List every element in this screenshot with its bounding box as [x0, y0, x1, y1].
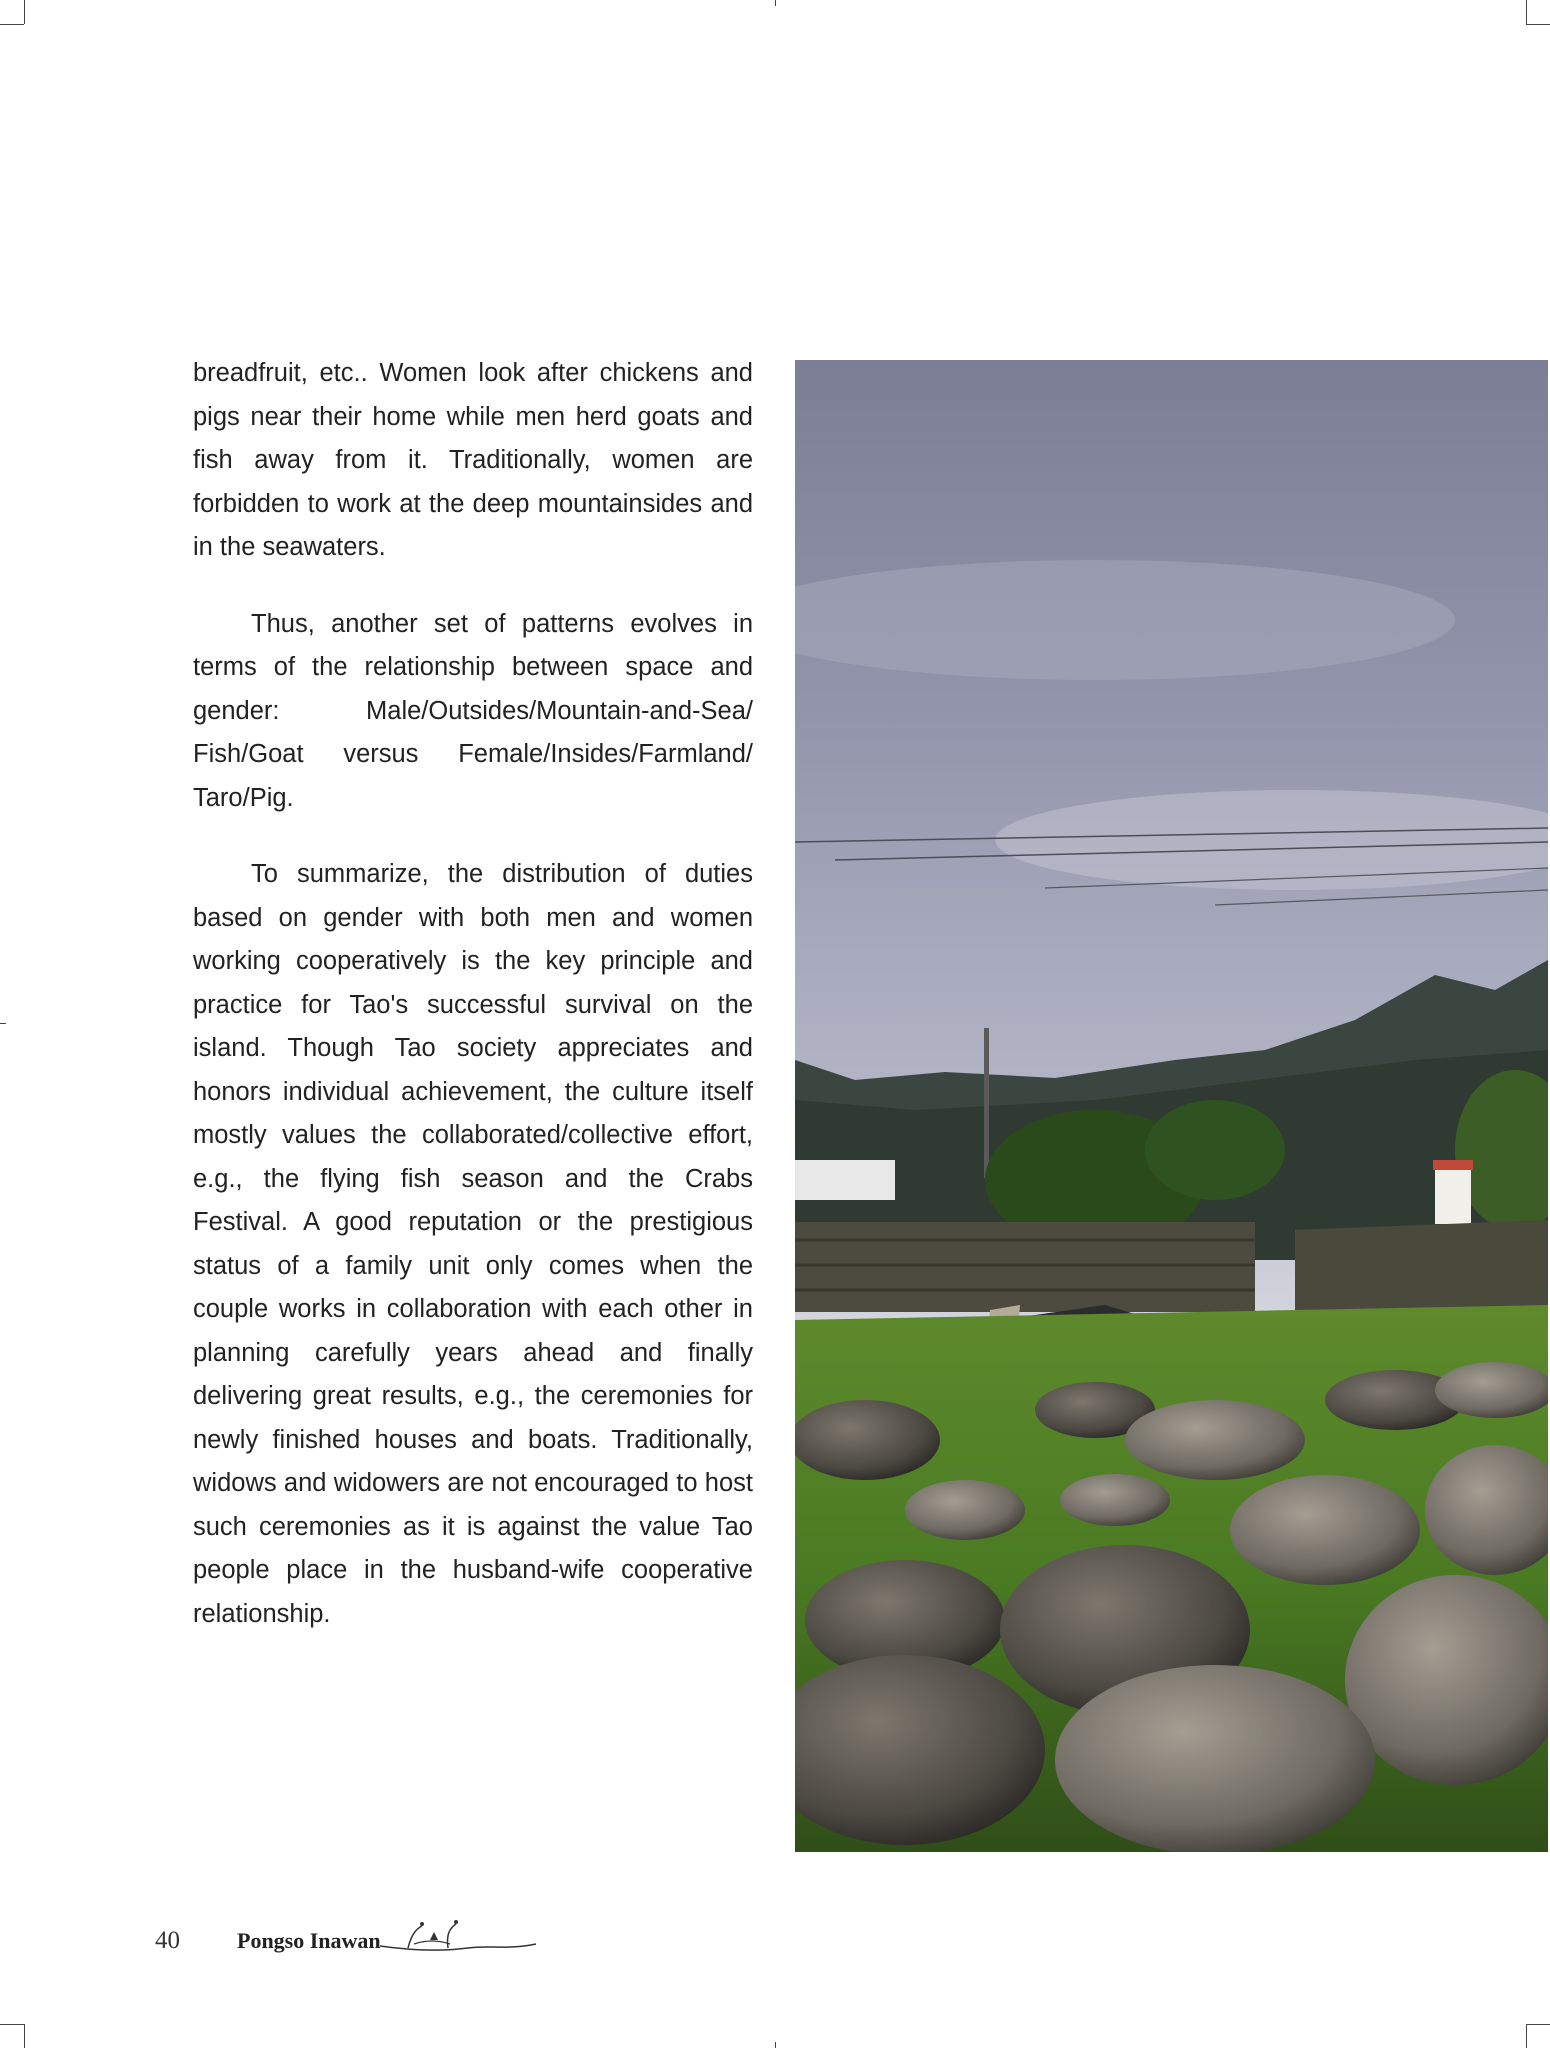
book-title: Pongso Inawan	[237, 1928, 381, 1953]
crop-mark-top-right-v	[1526, 0, 1527, 24]
paragraph-1: breadfruit, etc.. Women look after chickens and pigs near their home while men herd goats and fish away from it. Traditionally, women are forbidden to work at the deep mountainsides and in the seawaters.	[193, 359, 753, 561]
crop-mark-top-left-v	[24, 0, 25, 24]
crop-mark-bottom-right-v	[1526, 2024, 1527, 2048]
paragraph-3: To summarize, the distribution of duties based on gender with both men and women working cooperatively is the key principle and practice for Tao's successful survival on the island. Though Tao society appreciates and honors individual achievement, the culture itself mostly values the collaborated/collective effort, e.g., the flying fish season and the Crabs Festival. A good reputation or the prestigious status of a family unit only comes when the couple works in collaboration with each other in planning carefully years ahead and finally delivering great results, e.g., the ceremonies for newly finished houses and boats. Traditionally, widows and widowers are not encouraged to host such ceremonies as it is against the value Tao people place in the husband-wife cooperative relationship.	[193, 860, 753, 1628]
crop-mark-bottom-left	[0, 2024, 24, 2025]
crop-mark-bottom-center	[775, 2042, 776, 2048]
page-number: 40	[155, 1927, 180, 1954]
crop-mark-bottom-left-v	[24, 2024, 25, 2048]
crop-mark-left-center	[0, 1023, 6, 1024]
crop-mark-bottom-right	[1526, 2024, 1550, 2025]
landscape-photo	[795, 360, 1548, 1852]
crop-mark-top-left	[0, 24, 24, 25]
paragraph-2: Thus, another set of patterns evolves in terms of the relationship between space and gender: Male/Outsides/Mountain-and-Sea/ Fish/Goat versus Female/Insides/Farmland/ Taro/Pig.	[193, 609, 753, 812]
boat-logo-icon	[378, 1910, 538, 1958]
crop-mark-top-center	[775, 0, 776, 6]
body-text-column	[193, 352, 753, 1669]
landscape-photo-illustration	[795, 360, 1548, 1852]
crop-mark-top-right	[1526, 24, 1550, 25]
